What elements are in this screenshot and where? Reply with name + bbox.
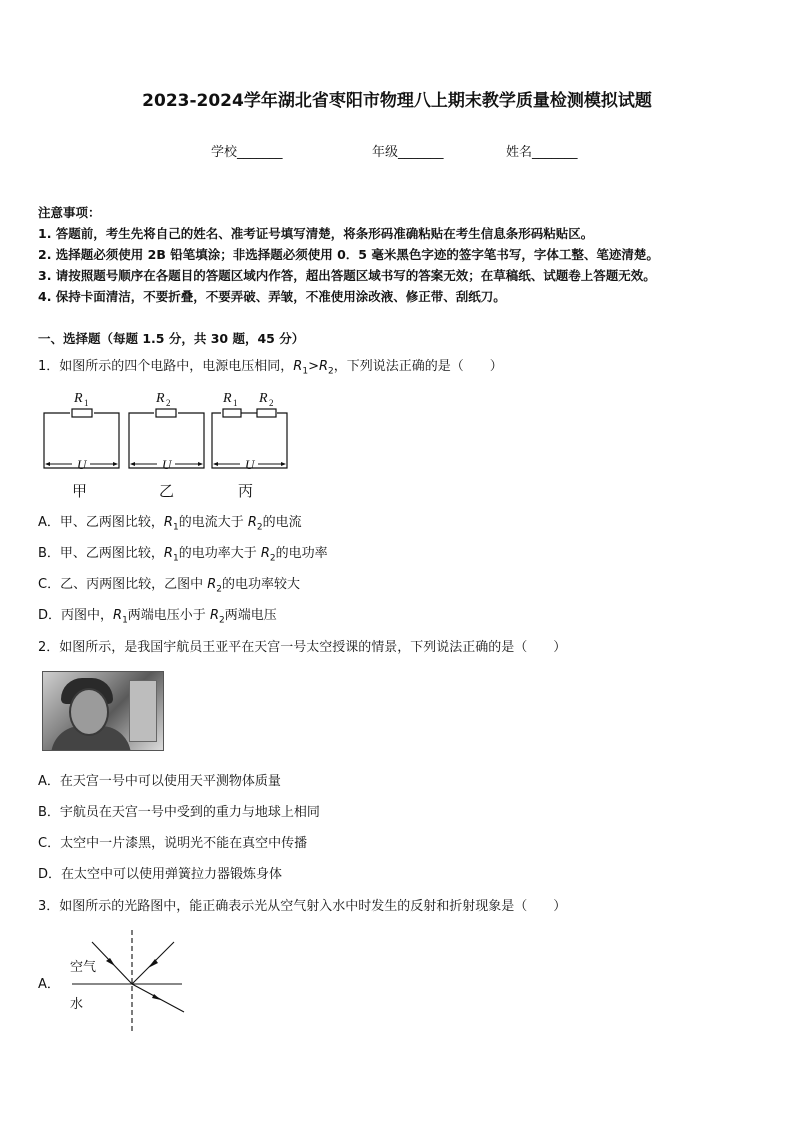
- astronaut-photo: [42, 671, 164, 751]
- question-1-stem: 1．如图所示的四个电路中，电源电压相同，$R_1>R_2$，下列说法正确的是（ ）: [38, 359, 503, 377]
- label-air: 空气: [70, 960, 97, 975]
- label-u: U: [162, 457, 172, 472]
- school-field: 学校_______: [211, 145, 283, 160]
- label-r1: R: [223, 391, 232, 406]
- option-d: D．丙图中，$R_1$两端电压小于 $R_2$两端电压: [38, 608, 277, 626]
- label-r1-sub: 1: [84, 398, 89, 408]
- label-r2: R: [259, 391, 268, 406]
- light-path-diagram: [60, 928, 200, 1038]
- option-a: A．在天宫一号中可以使用天平测物体质量: [38, 774, 281, 789]
- option-c: C．乙、丙两图比较，乙图中 $R_2$的电功率较大: [38, 577, 301, 595]
- section-heading: 一、选择题（每题 1.5 分，共 30 题，45 分）: [38, 331, 305, 346]
- note-item: 4. 保持卡面清洁，不要折叠，不要弄破、弄皱，不准使用涂改液、修正带、刮纸刀。: [38, 289, 506, 304]
- grade-field: 年级_______: [372, 145, 444, 160]
- label-r1: R: [74, 391, 83, 406]
- label-u: U: [77, 457, 87, 472]
- option-c: C．太空中一片漆黑，说明光不能在真空中传播: [38, 836, 308, 851]
- option-b: B．宇航员在天宫一号中受到的重力与地球上相同: [38, 805, 320, 820]
- option-d: D．在太空中可以使用弹簧拉力器锻炼身体: [38, 867, 283, 882]
- note-item: 3. 请按照题号顺序在各题目的答题区域内作答，超出答题区域书写的答案无效；在草稿纸、试题卷上答题无效。: [38, 268, 656, 283]
- question-2-stem: 2．如图所示，是我国宇航员王亚平在天宫一号太空授课的情景，下列说法正确的是（ ）: [38, 640, 567, 655]
- question-3-stem: 3．如图所示的光路图中，能正确表示光从空气射入水中时发生的反射和折射现象是（ ）: [38, 899, 567, 914]
- label-r2: R: [156, 391, 165, 406]
- label-u: U: [245, 457, 255, 472]
- page-title: 2023-2024学年湖北省枣阳市物理八上期末教学质量检测模拟试题: [142, 91, 652, 111]
- note-item: 2. 选择题必须使用 2B 铅笔填涂；非选择题必须使用 0．5 毫米黑色字迹的签字笔书写，字体工整、笔迹清楚。: [38, 247, 659, 262]
- caption-bing: 丙: [238, 482, 254, 500]
- note-item: 1. 答题前，考生先将自己的姓名、准考证号填写清楚，将条形码准确粘贴在考生信息条形码粘贴区。: [38, 226, 594, 241]
- label-r2-sub: 2: [269, 398, 274, 408]
- caption-yi: 乙: [159, 482, 175, 500]
- name-field: 姓名_______: [506, 145, 578, 160]
- option-a-label: A．: [38, 977, 60, 992]
- label-r2-sub: 2: [166, 398, 171, 408]
- option-a: A．甲、乙两图比较，$R_1$的电流大于 $R_2$的电流: [38, 515, 302, 533]
- option-b: B．甲、乙两图比较，$R_1$的电功率大于 $R_2$的电功率: [38, 546, 328, 564]
- caption-jia: 甲: [72, 482, 88, 500]
- label-water: 水: [70, 997, 84, 1012]
- circuit-diagrams: [0, 380, 320, 510]
- label-r1-sub: 1: [233, 398, 238, 408]
- notes-heading: 注意事项：: [38, 205, 101, 220]
